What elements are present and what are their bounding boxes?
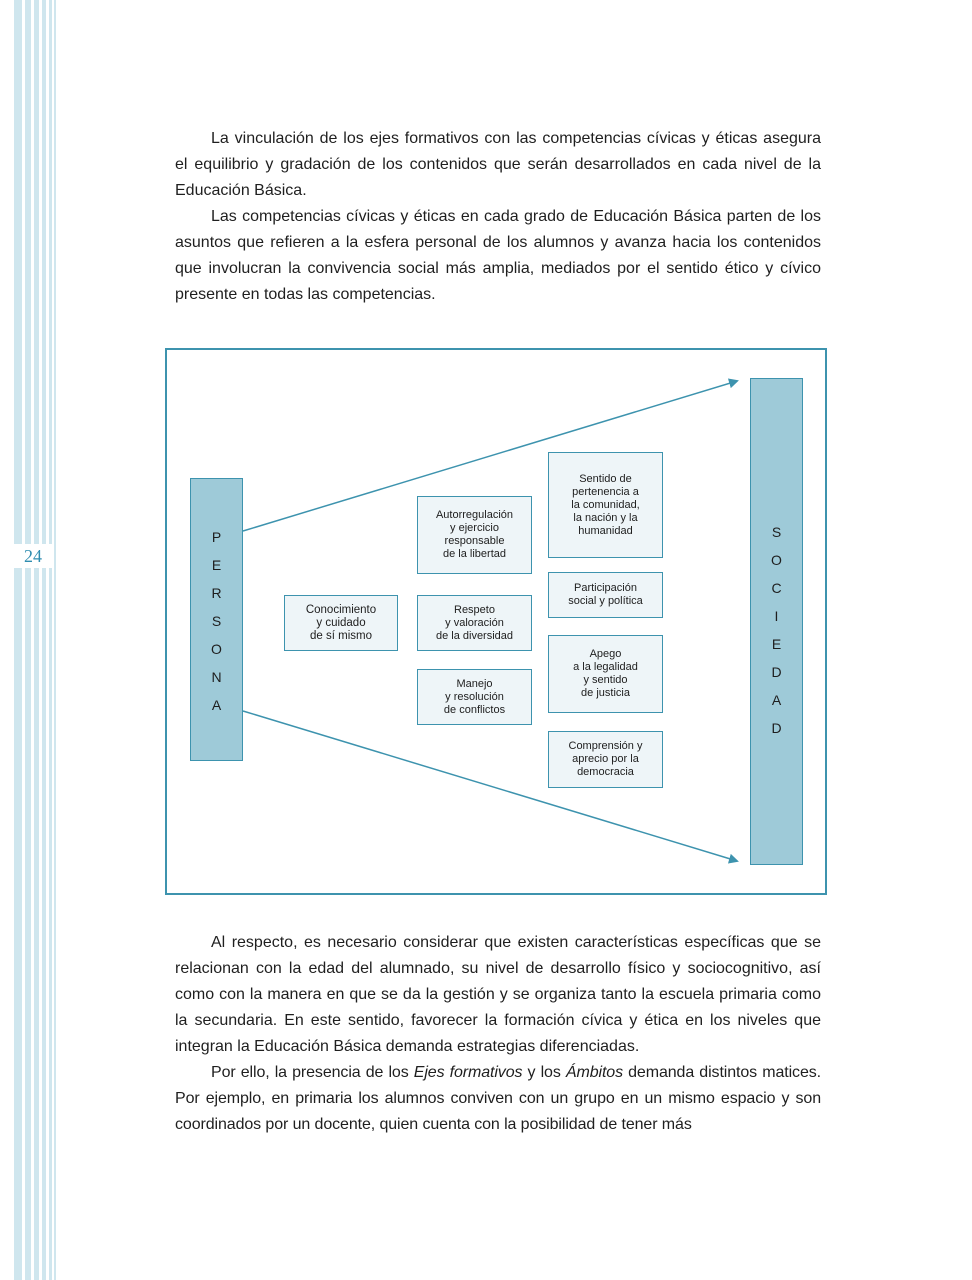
sociedad-letter: D xyxy=(771,664,782,680)
sociedad-letter: A xyxy=(771,692,782,708)
sociedad-letter: D xyxy=(771,720,782,736)
box-comprension: Comprensión y aprecio por la democracia xyxy=(548,731,663,788)
box-conocimiento: Conocimiento y cuidado de sí mismo xyxy=(284,595,398,651)
box-apego: Apego a la legalidad y sentido de justicia xyxy=(548,635,663,713)
paragraph-4-text: Por ello, la presencia de los xyxy=(211,1064,414,1081)
sociedad-letter: E xyxy=(771,636,782,652)
sociedad-letter: O xyxy=(771,552,782,568)
paragraph-4 xyxy=(175,1060,821,1138)
paragraph-4-italic: Ámbitos xyxy=(565,1064,623,1081)
persona-letter: A xyxy=(211,697,222,713)
persona-letter: E xyxy=(211,557,222,573)
paragraph-3: Al respecto, es necesario considerar que existen características específicas que se relacionan con la edad del alumnado, su nivel de desarrollo físico y sociocognitivo, así como con la manera en que se da la gestión y se organiza tanto la escuela primaria como la secundaria. En este sentido, favorecer la formación cívica y ética en los niveles que integran la Educación Básica demanda estrategias diferenciadas. xyxy=(175,934,821,1055)
persona-bar xyxy=(190,478,243,761)
box-participacion: Participación social y política xyxy=(548,572,663,618)
competencias-diagram xyxy=(165,348,827,895)
persona-letter: S xyxy=(211,613,222,629)
box-respeto: Respeto y valoración de la diversidad xyxy=(417,595,532,651)
paragraph-1: La vinculación de los ejes formativos con las competencias cívicas y éticas asegura el equilibrio y gradación de los contenidos que serán desarrollados en cada nivel de la Educación Básica. xyxy=(175,130,821,199)
sociedad-letter: I xyxy=(774,608,779,624)
paragraph-4-text: demanda distintos matices. Por ejemplo, en primaria los alumnos conviven con un grupo en un mismo espacio y son coordinados por un docente, quien cuenta con la posibilidad de tener más xyxy=(175,1064,821,1133)
persona-letter: O xyxy=(211,641,222,657)
paragraph-4-italic: Ejes formativos xyxy=(413,1064,523,1081)
paragraph-4-text: y los xyxy=(522,1064,566,1081)
margin-stripes xyxy=(0,0,60,1280)
sociedad-bar xyxy=(750,378,803,865)
box-autorregulacion: Autorregulación y ejercicio responsable de la libertad xyxy=(417,496,532,574)
persona-letter: N xyxy=(211,669,222,685)
sociedad-letter: S xyxy=(771,524,782,540)
box-manejo: Manejo y resolución de conflictos xyxy=(417,669,532,725)
page-number: 24 xyxy=(14,544,54,568)
persona-letter: R xyxy=(211,585,222,601)
paragraph-2: Las competencias cívicas y éticas en cada grado de Educación Básica parten de los asuntos que refieren a la esfera personal de los alumnos y avanza hacia los contenidos que involucran la convivencia social más amplia, mediados por el sentido ético y cívico presente en todas las competencias. xyxy=(175,208,821,303)
sociedad-letter: C xyxy=(771,580,782,596)
persona-letter: P xyxy=(211,529,222,545)
box-sentido: Sentido de pertenencia a la comunidad, la nación y la humanidad xyxy=(548,452,663,558)
